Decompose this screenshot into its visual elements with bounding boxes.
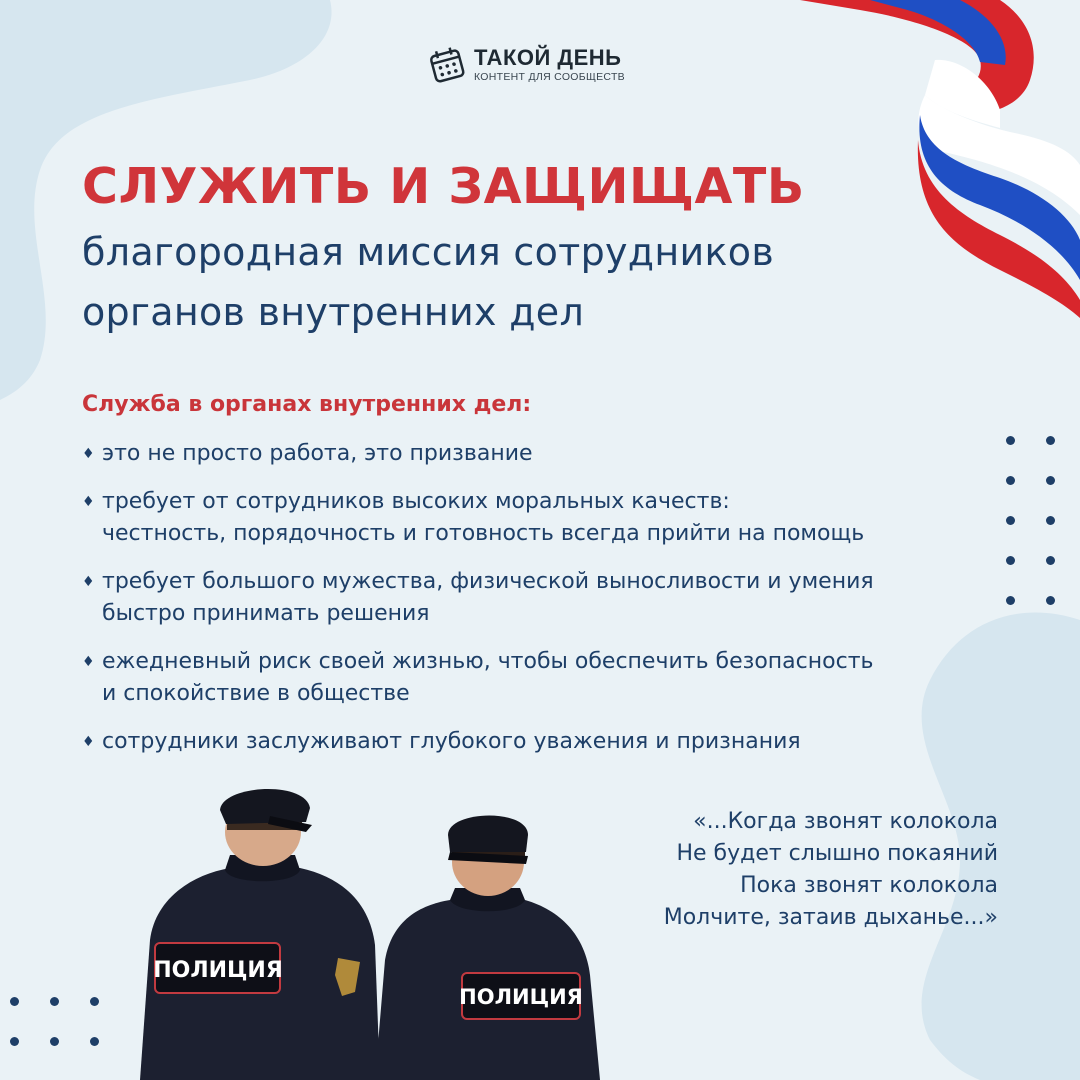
flag-ribbon bbox=[800, 0, 1080, 318]
quote-line-2: Не будет слышно покаяний bbox=[676, 841, 998, 866]
patch-label-left: ПОЛИЦИЯ bbox=[153, 958, 283, 983]
diamond-bullet-icon: ♦ bbox=[82, 734, 95, 750]
list-item bbox=[82, 646, 962, 710]
diamond-bullet-icon: ♦ bbox=[82, 654, 95, 670]
subtitle-line-2: органов внутренних дел bbox=[82, 290, 585, 334]
list-item bbox=[82, 566, 962, 630]
officer-left bbox=[140, 789, 380, 1080]
brand-logo bbox=[428, 46, 625, 84]
list-item-text: требует от сотрудников высоких моральных качеств: bbox=[102, 489, 730, 514]
list-item bbox=[82, 438, 962, 470]
list-item-text: это не просто работа, это призвание bbox=[102, 441, 533, 466]
list-item-text-continued: быстро принимать решения bbox=[102, 601, 430, 626]
dot-grid-right bbox=[1006, 436, 1066, 606]
list-item bbox=[82, 726, 962, 758]
bullet-list bbox=[82, 438, 962, 774]
quote bbox=[664, 806, 998, 934]
quote-line-4: Молчите, затаив дыханье...» bbox=[663, 905, 998, 930]
list-item-text-continued: честность, порядочность и готовность всегда прийти на помощь bbox=[102, 521, 865, 546]
diamond-bullet-icon: ♦ bbox=[82, 494, 95, 510]
list-item-text: сотрудники заслуживают глубокого уважения и признания bbox=[102, 729, 801, 754]
brand-name: ТАКОЙ ДЕНЬ bbox=[474, 45, 622, 70]
brand-tagline: КОНТЕНТ ДЛЯ СООБЩЕСТВ bbox=[474, 71, 625, 83]
list-item-text: требует большого мужества, физической выносливости и умения bbox=[102, 569, 874, 594]
quote-line-1: «...Когда звонят колокола bbox=[693, 809, 998, 834]
quote-line-3: Пока звонят колокола bbox=[740, 873, 998, 898]
list-item bbox=[82, 486, 962, 550]
dot-grid-left bbox=[10, 997, 110, 1057]
patch-label-right: ПОЛИЦИЯ bbox=[459, 985, 583, 1009]
list-item-text: ежедневный риск своей жизнью, чтобы обеспечить безопасность bbox=[102, 649, 874, 674]
diamond-bullet-icon: ♦ bbox=[82, 446, 95, 462]
list-title: Служба в органах внутренних дел: bbox=[82, 392, 532, 417]
police-officers-image bbox=[130, 770, 610, 1080]
page-title: СЛУЖИТЬ И ЗАЩИЩАТЬ bbox=[82, 158, 805, 215]
officer-right bbox=[375, 815, 600, 1080]
diamond-bullet-icon: ♦ bbox=[82, 574, 95, 590]
list-item-text-continued: и спокойствие в обществе bbox=[102, 681, 410, 706]
subtitle-line-1: благородная миссия сотрудников bbox=[82, 230, 775, 274]
calendar-icon bbox=[428, 46, 466, 84]
